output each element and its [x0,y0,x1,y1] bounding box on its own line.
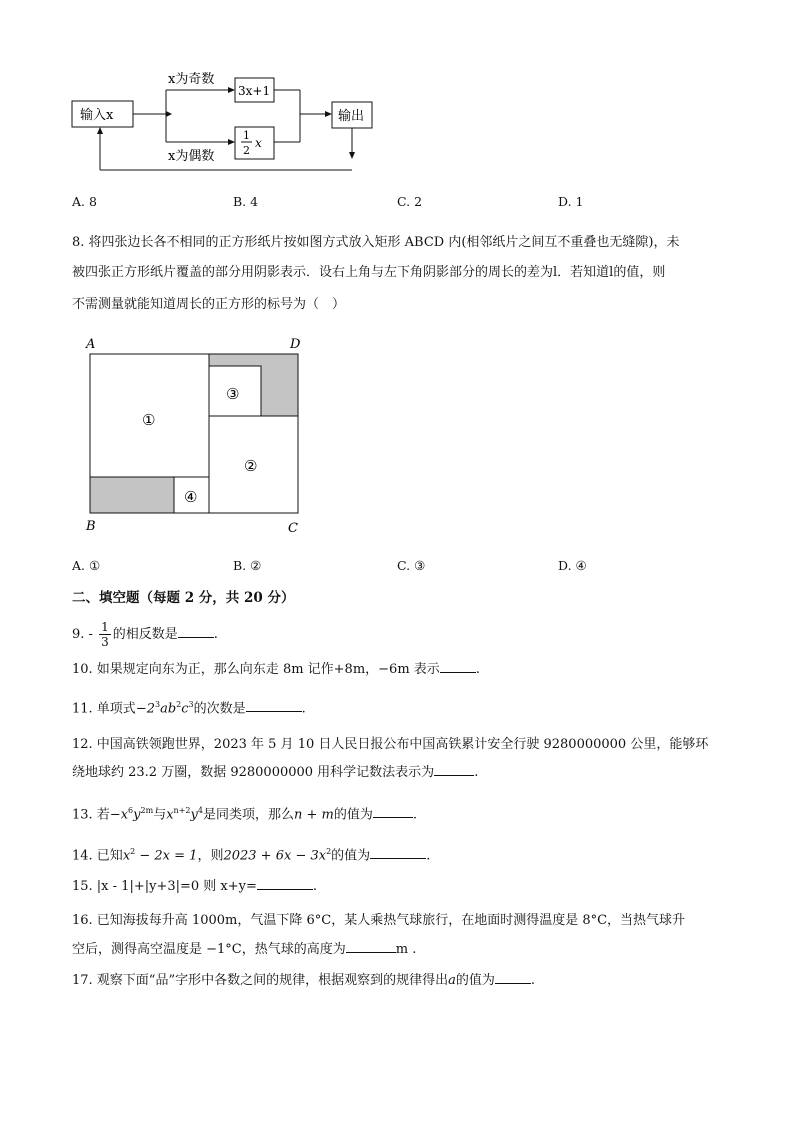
q8-line-3: 不需测量就能知道周长的正方形的标号为（ ） [72,297,346,312]
flow-input-label: 输入x [80,108,114,123]
q13-t2-base2: y [190,807,198,823]
q14-cond-exp: 2 [130,847,136,856]
flow-even-num: 1 [243,129,250,142]
q13-t1-base: −x [109,807,129,823]
q11-answer-blank[interactable] [246,697,302,712]
q11-exp-a: 3 [154,700,161,709]
q8-corner-c: C [288,521,298,536]
q14-answer-blank[interactable] [370,844,426,859]
q7-option-b[interactable]: B. 4 [233,194,259,209]
q12-line-1: 12. 中国高铁领跑世界，2023 年 5 月 10 日人民日报公布中国高铁累计安全行驶 9280000000 公里，能够环 [72,737,709,752]
q9-num: 1 [101,620,109,634]
q11-expr-a: −2 [135,701,155,717]
q17 [72,968,535,994]
q8-option-c[interactable]: C. ③ [397,558,426,573]
q7-option-c[interactable]: C. 2 [397,194,423,209]
q8-label-3: ③ [226,385,240,403]
q16-line-2 [72,937,416,963]
q17-var: a [448,973,456,988]
q17-suffix: 的值为 [455,973,495,988]
q11-prefix: 11. 单项式 [72,701,136,717]
q13 [72,798,417,828]
q9-den: 3 [101,635,109,649]
q14-cond-x: x [122,848,131,864]
q8-line-2: 被四张正方形纸片覆盖的部分用阴影表示．设右上角与左下角阴影部分的周长的差为l．若知道l的值，则 [72,265,666,280]
q8-label-4: ④ [184,488,198,506]
q15-end: . [312,879,318,894]
q13-suffix: 是同类项，那么 [202,807,294,823]
flow-even-den: 2 [243,144,250,157]
q11 [72,692,306,722]
q8-corner-a: A [86,337,96,352]
q11-exp-b: 2 [176,700,182,709]
q8-label-2: ② [244,457,258,475]
q9-prefix: 9. - [72,627,93,642]
flow-odd-condition: x为奇数 [168,72,215,87]
q13-t2-base: x [166,807,174,823]
q12-line-2-text: 绕地球约 23.2 万圈，数据 9280000000 用科学记数法表示为 [72,765,435,780]
q8-corner-b: B [86,519,96,534]
q16-line-1: 16. 已知海拔每升高 1000m，气温下降 6°C，某人乘热气球旅行，在地面时测得温度是 8°C，当热气球升 [72,913,686,928]
q14 [72,839,430,869]
q9-suffix: 的相反数是 [112,627,178,642]
q12-answer-blank[interactable] [434,761,474,776]
q7-flowchart [60,62,390,177]
q13-suffix2: 的值为 [333,807,373,823]
q11-suffix: 的次数是 [193,701,246,717]
q16-answer-blank[interactable] [346,938,396,953]
q11-exp-c: 3 [188,700,194,709]
q11-expr-b: ab [160,701,177,717]
q9-end: . [213,627,218,642]
q14-end: . [426,848,431,864]
section-2-heading: 二、填空题（每题 2 分，共 20 分） [72,590,295,606]
q11-expr-c: c [181,701,189,717]
q13-prefix: 13. 若 [72,807,110,823]
q14-cond-rest: − 2x = 1 [135,848,198,864]
q13-t2-exp: n+2 [173,806,191,815]
q13-end: . [412,807,417,823]
q8-option-d[interactable]: D. ④ [558,558,587,573]
q12-line-2 [72,760,478,786]
q11-end: . [301,701,306,717]
q10-text: 10. 如果规定向东为正，那么向东走 8m 记作+8m，−6m 表示 [72,662,440,677]
q14-expr-exp: 2 [326,847,332,856]
q14-prefix: 14. 已知 [72,848,123,864]
q14-suffix: 的值为 [331,848,371,864]
q13-mid: 与 [153,807,167,823]
flow-odd-operation: 3x+1 [238,84,271,98]
q9-answer-blank[interactable] [178,623,214,638]
q13-t1-exp: 6 [128,806,134,815]
q16-end: m . [395,942,417,957]
q10-answer-blank[interactable] [440,658,476,673]
q15 [72,874,317,900]
q8-shaded-bottom-left [90,477,174,513]
q10-end: . [475,662,480,677]
q13-t2-exp2: 4 [197,806,203,815]
flow-even-condition: x为偶数 [168,149,215,164]
q8-figure [80,332,315,542]
q10 [72,657,480,683]
q14-expr: 2023 + 6x − 3x [223,848,327,864]
q17-text: 17. 观察下面“品”字形中各数之间的规律，根据观察到的规律得出 [72,973,449,988]
q8-corner-d: D [290,337,301,352]
flow-output-label: 输出 [338,109,365,124]
q13-t1-exp2: 2m [140,806,154,815]
q14-mid: ，则 [197,848,224,864]
q12-end: . [474,765,479,780]
flow-even-var: x [255,136,262,150]
q8-option-a[interactable]: A. ① [72,558,101,573]
q7-option-d[interactable]: D. 1 [558,194,584,209]
q13-t1-base2: y [133,807,141,823]
q17-answer-blank[interactable] [495,969,531,984]
q8-option-b[interactable]: B. ② [233,558,262,573]
q9-fraction [99,620,111,649]
q17-end: . [530,973,536,988]
q7-option-a[interactable]: A. 8 [72,194,97,209]
q8-line-1: 8. 将四张边长各不相同的正方形纸片按如图方式放入矩形 ABCD 内(相邻纸片之间互不重叠也无缝隙)，未 [72,235,680,250]
q15-answer-blank[interactable] [257,875,313,890]
q16-line-2-text: 空后，测得高空温度是 −1°C，热气球的高度为 [72,942,346,957]
q9 [72,620,218,649]
q8-label-1: ① [142,411,156,429]
q15-text: 15. |x - 1|+|y+3|=0 则 x+y= [72,879,257,894]
q13-answer-blank[interactable] [373,803,413,818]
q13-expr: n + m [293,807,334,823]
